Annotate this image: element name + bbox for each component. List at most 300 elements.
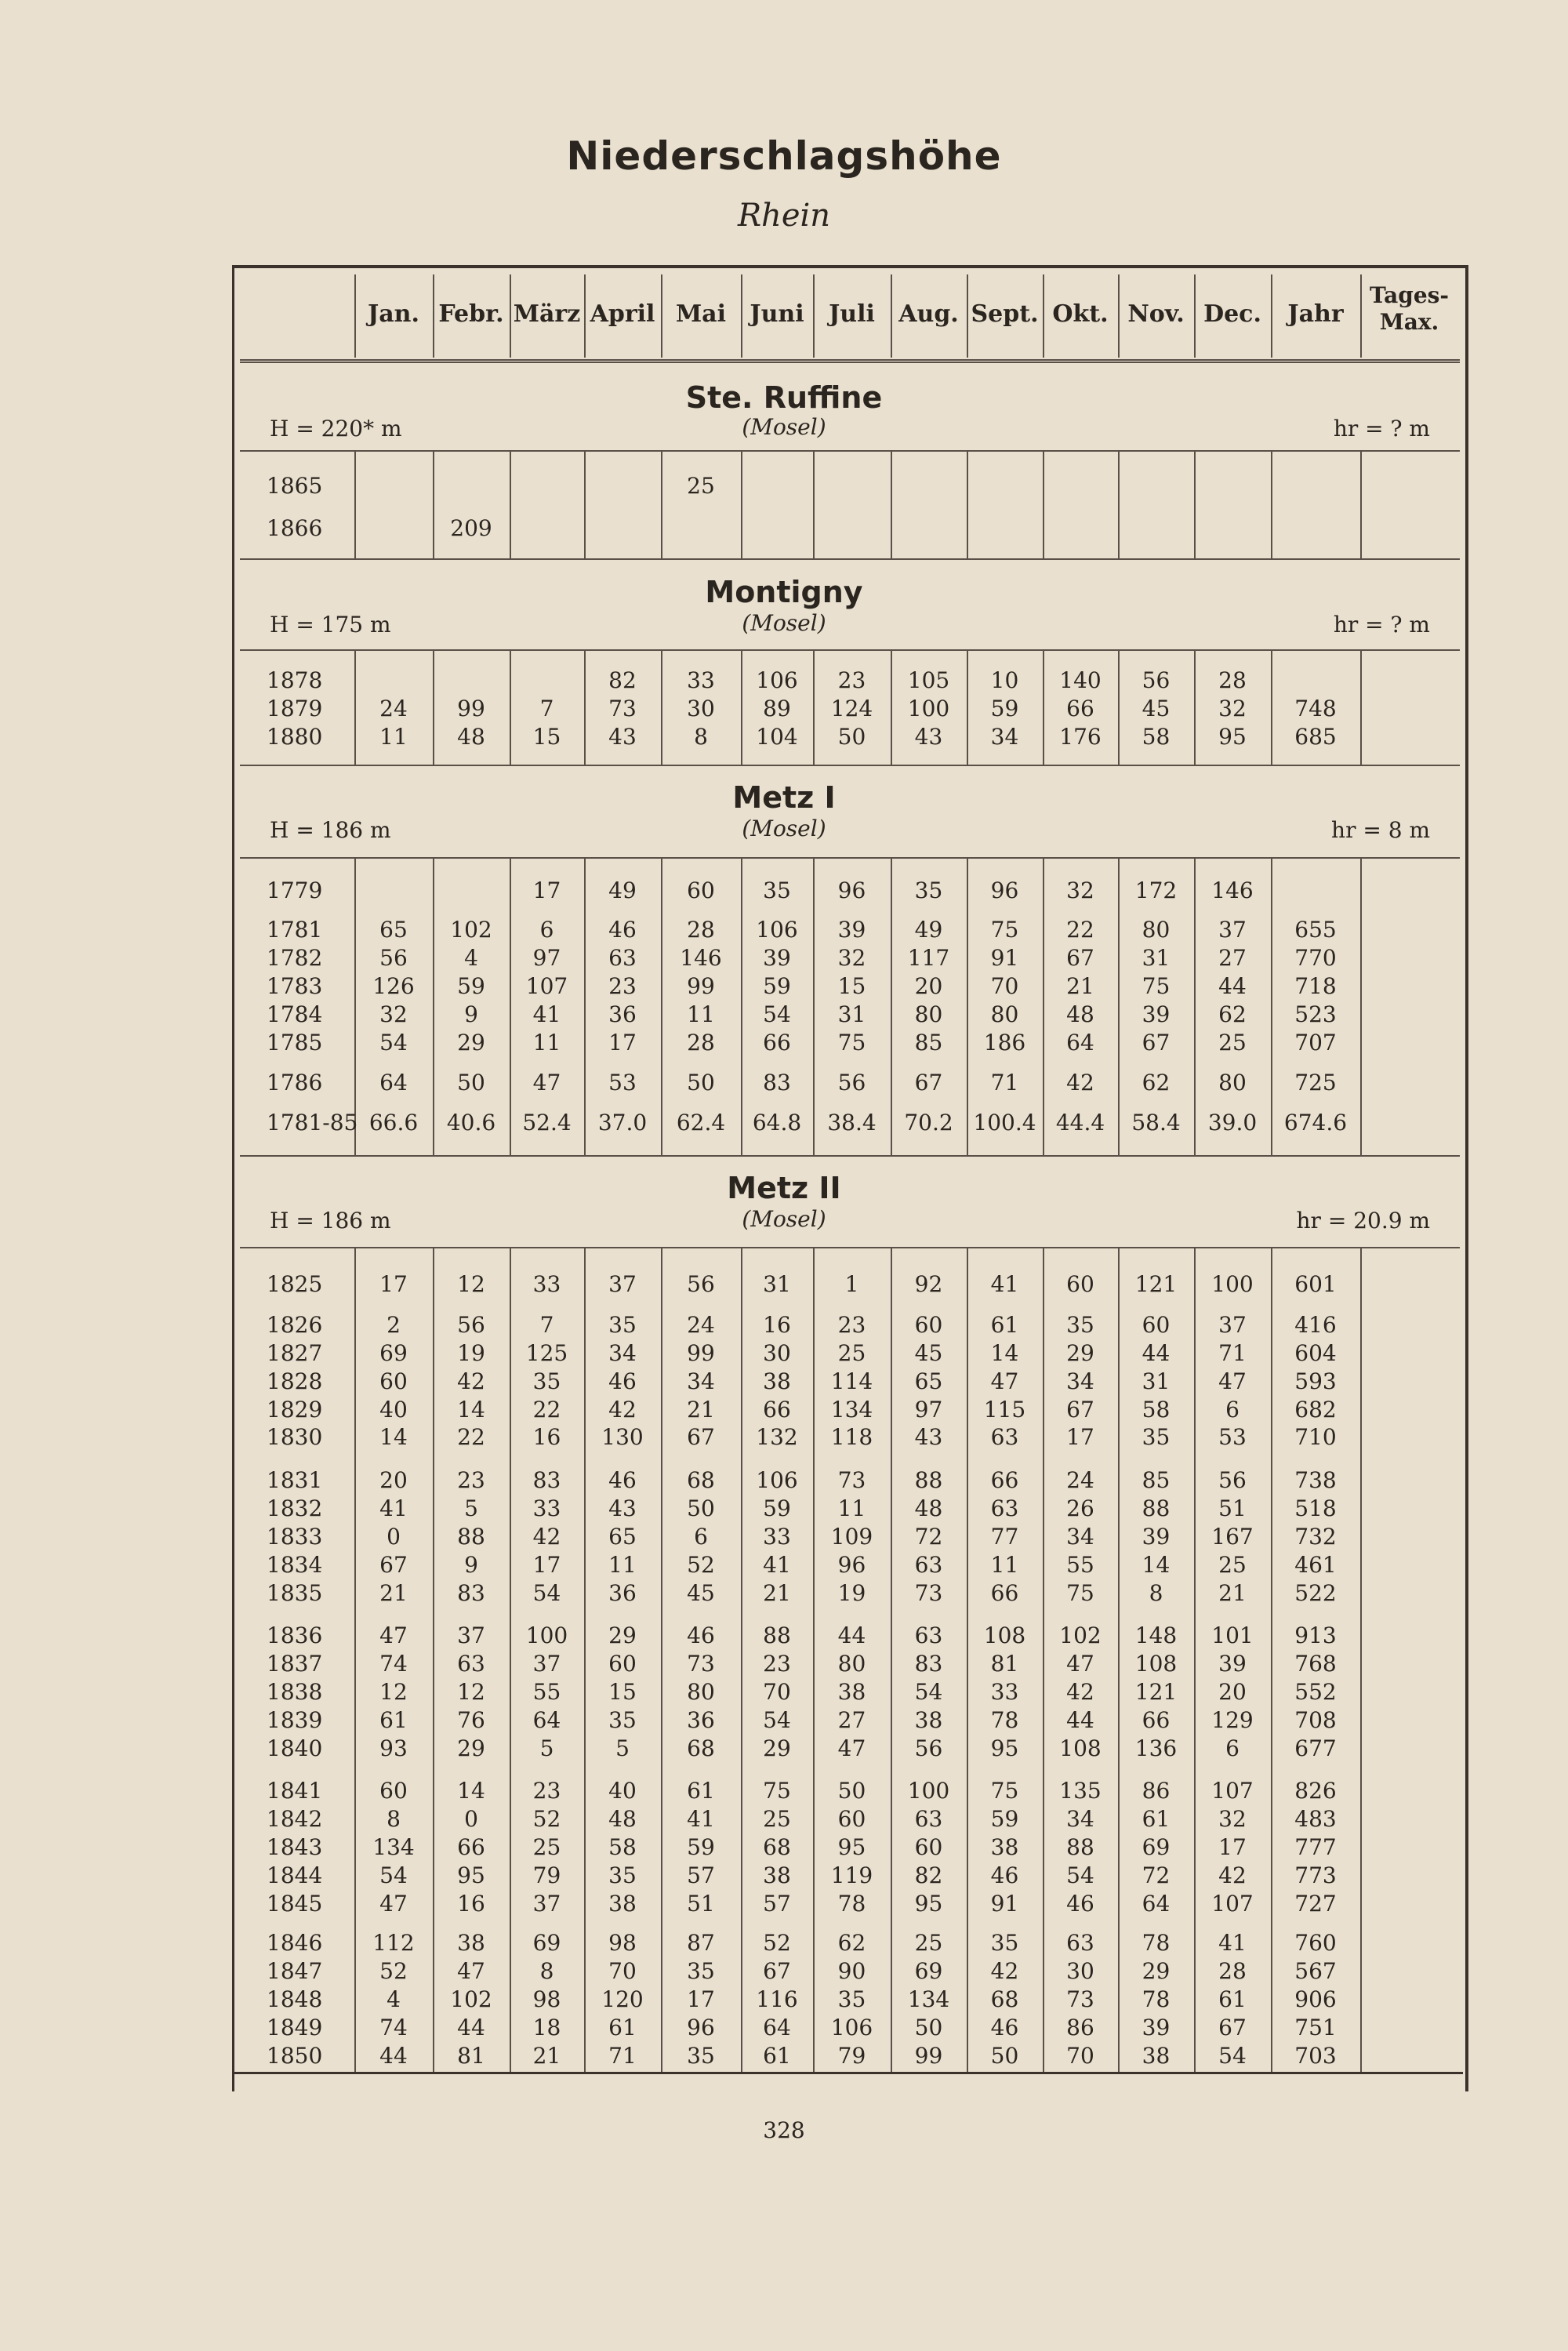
table-row [0,1650,1568,1678]
table-cell: 913 [1294,1622,1337,1648]
table-row [0,1551,1568,1579]
table-cell: 130 [601,1424,644,1450]
table-cell: 11 [837,1495,866,1521]
table-cell: 83 [457,1580,485,1606]
table-cell: 126 [372,973,415,999]
table-cell: 6 [1225,1735,1240,1761]
table-cell: 710 [1294,1424,1337,1450]
table-cell: 37.0 [597,1110,648,1136]
table-cell: 68 [687,1467,715,1493]
table-cell: 72 [1142,1862,1171,1888]
table-cell: 47 [532,1070,561,1096]
table-cell: 57 [687,1862,715,1888]
table-cell: 22 [457,1424,485,1450]
table-cell: 567 [1294,1958,1337,1984]
table-cell: 43 [914,724,943,750]
table-cell: 76 [457,1707,485,1733]
table-cell: 54 [763,1707,791,1733]
table-cell: 67 [379,1552,408,1578]
row-year: 1849 [267,2015,323,2040]
row-year: 1825 [267,1271,323,1297]
table-row [0,695,1568,723]
table-cell: 107 [525,973,568,999]
table-cell: 738 [1294,1467,1337,1493]
row-year: 1846 [267,1930,323,1956]
station-elevation: H = 175 m [270,612,391,638]
row-year: 1784 [267,1001,323,1027]
table-cell: 28 [687,1030,715,1056]
row-year: 1781 [267,917,323,943]
table-cell: 15 [532,724,561,750]
table-cell: 35 [1142,1424,1171,1450]
table-cell: 38 [763,1368,791,1394]
row-year: 1837 [267,1651,323,1677]
table-cell: 37 [532,1651,561,1677]
row-year: 1779 [267,878,323,903]
table-cell: 59 [763,973,791,999]
station-name: Metz II [727,1171,841,1205]
row-year: 1841 [267,1778,323,1804]
table-cell: 11 [532,1030,561,1056]
table-cell: 72 [914,1524,943,1550]
table-cell: 65 [914,1368,943,1394]
table-cell: 25 [837,1340,866,1366]
table-cell: 38 [990,1834,1019,1860]
table-cell: 78 [1142,1986,1171,2012]
table-row [0,1311,1568,1339]
table-cell: 99 [687,1340,715,1366]
table-cell: 44 [457,2015,485,2040]
table-cell: 92 [914,1271,943,1297]
table-cell: 39 [1142,2015,1171,2040]
table-cell: 23 [837,667,866,693]
table-cell: 28 [687,917,715,943]
table-cell: 14 [1142,1552,1171,1578]
table-cell: 42 [532,1524,561,1550]
table-cell: 66 [763,1030,791,1056]
table-cell: 80 [990,1001,1019,1027]
table-cell: 34 [990,724,1019,750]
table-cell: 748 [1294,696,1337,721]
column-rule [967,274,968,358]
table-cell: 53 [608,1070,637,1096]
table-cell: 36 [687,1707,715,1733]
table-cell: 28 [1218,1958,1247,1984]
row-year: 1847 [267,1958,323,1984]
table-cell: 25 [763,1806,791,1832]
table-cell: 8 [694,724,708,750]
column-rule [433,274,434,358]
table-cell: 33 [532,1495,561,1521]
table-cell: 146 [680,945,722,971]
table-cell: 48 [1066,1001,1094,1027]
table-cell: 129 [1211,1707,1254,1733]
table-cell: 100 [907,1778,950,1804]
table-cell: 725 [1294,1070,1337,1096]
table-cell: 39.0 [1207,1110,1258,1136]
table-cell: 80 [837,1651,866,1677]
table-cell: 100 [907,696,950,721]
column-rule [584,274,586,358]
table-row [0,1622,1568,1650]
table-cell: 132 [756,1424,798,1450]
table-row [0,472,1568,500]
table-cell: 10 [990,667,1019,693]
table-cell: 118 [830,1424,873,1450]
table-cell: 71 [990,1070,1019,1096]
station-gauge-height: hr = 20.9 m [1296,1208,1430,1234]
table-cell: 35 [1066,1312,1094,1338]
table-cell: 707 [1294,1030,1337,1056]
table-cell: 46 [990,1862,1019,1888]
table-cell: 20 [914,973,943,999]
table-cell: 41 [532,1001,561,1027]
table-cell: 54 [532,1580,561,1606]
table-cell: 33 [990,1679,1019,1705]
table-cell: 0 [387,1524,401,1550]
column-rule [891,274,892,358]
table-cell: 60 [379,1368,408,1394]
table-cell: 8 [1149,1580,1163,1606]
table-cell: 91 [990,945,1019,971]
table-cell: 29 [763,1735,791,1761]
station-name: Metz I [732,780,836,815]
table-cell: 52 [532,1806,561,1832]
table-cell: 56 [1142,667,1171,693]
table-cell: 56 [914,1735,943,1761]
table-cell: 99 [914,2043,943,2069]
table-row [0,1833,1568,1862]
table-cell: 25 [687,473,715,499]
table-cell: 73 [914,1580,943,1606]
table-cell: 47 [990,1368,1019,1394]
table-cell: 0 [464,1806,478,1832]
table-row [0,2042,1568,2070]
table-cell: 93 [379,1735,408,1761]
table-cell: 74 [379,2015,408,2040]
column-header: Juli [829,300,875,328]
table-cell: 31 [1142,945,1171,971]
row-year: 1827 [267,1340,323,1366]
table-cell: 16 [763,1312,791,1338]
table-cell: 97 [914,1397,943,1423]
row-year: 1785 [267,1030,323,1056]
table-cell: 61 [990,1312,1019,1338]
table-cell: 70 [1066,2043,1094,2069]
table-cell: 47 [379,1622,408,1648]
table-cell: 17 [687,1986,715,2012]
station-elevation: H = 220* m [270,416,402,441]
table-cell: 44 [379,2043,408,2069]
table-cell: 42 [990,1958,1019,1984]
table-cell: 67 [1218,2015,1247,2040]
station-gauge-height: hr = 8 m [1331,817,1430,843]
table-cell: 22 [532,1397,561,1423]
table-cell: 6 [1225,1397,1240,1423]
table-cell: 43 [914,1424,943,1450]
table-cell: 29 [1142,1958,1171,1984]
table-cell: 82 [608,667,637,693]
table-cell: 55 [532,1679,561,1705]
table-cell: 11 [990,1552,1019,1578]
row-year: 1831 [267,1467,323,1493]
table-cell: 38 [457,1930,485,1956]
table-cell: 186 [983,1030,1026,1056]
table-cell: 682 [1294,1397,1337,1423]
table-cell: 14 [457,1778,485,1804]
table-cell: 69 [379,1340,408,1366]
table-cell: 63 [914,1552,943,1578]
table-cell: 44 [1142,1340,1171,1366]
horizontal-rule [240,857,1460,859]
table-cell: 37 [608,1271,637,1297]
table-cell: 99 [687,973,715,999]
table-cell: 52 [687,1552,715,1578]
table-row [0,723,1568,751]
table-cell: 59 [457,973,485,999]
table-cell: 45 [914,1340,943,1366]
table-cell: 80 [1218,1070,1247,1096]
table-cell: 60 [914,1834,943,1860]
table-cell: 116 [756,1986,798,2012]
table-cell: 56 [457,1312,485,1338]
table-cell: 760 [1294,1930,1337,1956]
table-cell: 31 [1142,1368,1171,1394]
table-cell: 75 [990,1778,1019,1804]
table-cell: 80 [1142,917,1171,943]
table-cell: 44 [1066,1707,1094,1733]
table-cell: 56 [837,1070,866,1096]
table-cell: 24 [379,696,408,721]
table-cell: 62 [837,1930,866,1956]
table-cell: 44.4 [1055,1110,1105,1136]
table-cell: 17 [532,878,561,903]
table-cell: 58 [1142,724,1171,750]
table-cell: 37 [1218,917,1247,943]
table-cell: 25 [532,1834,561,1860]
table-cell: 773 [1294,1862,1337,1888]
table-cell: 81 [990,1651,1019,1677]
table-cell: 59 [763,1495,791,1521]
table-cell: 35 [687,2043,715,2069]
table-cell: 106 [830,2015,873,2040]
table-cell: 108 [1134,1651,1178,1677]
table-cell: 95 [837,1834,866,1860]
table-cell: 58.4 [1131,1110,1181,1136]
column-rule [1194,274,1196,358]
table-cell: 42 [1218,1862,1247,1888]
table-cell: 98 [608,1930,637,1956]
table-cell: 78 [837,1891,866,1917]
table-cell: 83 [532,1467,561,1493]
row-year: 1835 [267,1580,323,1606]
table-cell: 42 [457,1368,485,1394]
table-cell: 37 [532,1891,561,1917]
table-cell: 66 [1066,696,1094,721]
table-cell: 75 [837,1030,866,1056]
table-row [0,1986,1568,2014]
table-cell: 52.4 [522,1110,572,1136]
table-row [0,916,1568,944]
column-header: März [513,300,581,328]
row-year: 1843 [267,1834,323,1860]
table-cell: 21 [763,1580,791,1606]
row-year: 1833 [267,1524,323,1550]
table-cell: 17 [608,1030,637,1056]
table-row [0,1339,1568,1368]
row-year: 1783 [267,973,323,999]
table-cell: 34 [1066,1524,1094,1550]
table-cell: 17 [379,1271,408,1297]
table-cell: 124 [830,696,873,721]
table-row [0,1929,1568,1957]
column-header-tages-line2: Max. [1379,309,1439,335]
table-row [0,1579,1568,1608]
table-cell: 33 [687,667,715,693]
row-year: 1836 [267,1622,323,1648]
column-header: Aug. [898,300,959,328]
table-cell: 50 [687,1070,715,1096]
table-row [0,514,1568,543]
row-year: 1879 [267,696,323,721]
table-cell: 34 [608,1340,637,1366]
table-cell: 63 [990,1424,1019,1450]
table-cell: 61 [1218,1986,1247,2012]
station-name: Montigny [705,575,863,609]
table-cell: 66 [763,1397,791,1423]
table-cell: 134 [372,1834,415,1860]
table-cell: 61 [1142,1806,1171,1832]
row-year: 1850 [267,2043,323,2069]
table-cell: 63 [914,1622,943,1648]
table-cell: 96 [837,1552,866,1578]
table-cell: 172 [1134,878,1178,903]
table-cell: 36 [608,1001,637,1027]
table-cell: 593 [1294,1368,1337,1394]
table-cell: 2 [387,1312,401,1338]
station-river: (Mosel) [742,610,826,636]
table-cell: 16 [532,1424,561,1450]
table-cell: 483 [1294,1806,1337,1832]
table-cell: 108 [983,1622,1026,1648]
table-cell: 19 [457,1340,485,1366]
table-cell: 32 [1218,696,1247,721]
table-cell: 11 [379,724,408,750]
table-cell: 40.6 [446,1110,496,1136]
station-river: (Mosel) [742,816,826,841]
table-cell: 38 [837,1679,866,1705]
table-cell: 102 [450,917,492,943]
table-cell: 61 [608,2015,637,2040]
table-cell: 5 [615,1735,630,1761]
table-cell: 59 [990,1806,1019,1832]
table-cell: 32 [379,1001,408,1027]
table-cell: 40 [608,1778,637,1804]
table-cell: 17 [1218,1834,1247,1860]
table-cell: 54 [379,1862,408,1888]
table-row [0,1862,1568,1890]
table-cell: 6 [694,1524,708,1550]
column-rule [1043,274,1044,358]
column-header: Jahr [1287,300,1344,328]
table-cell: 60 [914,1312,943,1338]
table-cell: 48 [457,724,485,750]
table-cell: 46 [687,1622,715,1648]
table-cell: 79 [837,2043,866,2069]
row-year: 1842 [267,1806,323,1832]
table-cell: 21 [1218,1580,1247,1606]
table-cell: 38.4 [827,1110,877,1136]
table-cell: 17 [532,1552,561,1578]
table-cell: 677 [1294,1735,1337,1761]
table-cell: 42 [1066,1070,1094,1096]
table-cell: 4 [464,945,478,971]
table-cell: 56 [379,945,408,971]
row-year: 1832 [267,1495,323,1521]
table-cell: 47 [379,1891,408,1917]
table-cell: 39 [1142,1524,1171,1550]
table-cell: 65 [608,1524,637,1550]
table-cell: 34 [1066,1368,1094,1394]
table-cell: 47 [837,1735,866,1761]
table-cell: 770 [1294,945,1337,971]
table-cell: 60 [837,1806,866,1832]
table-cell: 86 [1066,2015,1094,2040]
table-cell: 55 [1066,1552,1094,1578]
table-cell: 23 [608,973,637,999]
table-cell: 65 [379,917,408,943]
table-row [0,1495,1568,1523]
table-cell: 64 [379,1070,408,1096]
column-rule [1118,274,1120,358]
table-cell: 119 [830,1862,873,1888]
column-header-tages-line1: Tages- [1369,282,1450,308]
table-cell: 27 [1218,945,1247,971]
table-cell: 11 [687,1001,715,1027]
table-cell: 601 [1294,1271,1337,1297]
table-cell: 121 [1134,1271,1178,1297]
table-cell: 87 [687,1930,715,1956]
table-cell: 68 [687,1735,715,1761]
table-cell: 18 [532,2015,561,2040]
table-cell: 64 [763,2015,791,2040]
table-cell: 518 [1294,1495,1337,1521]
table-cell: 135 [1059,1778,1102,1804]
table-cell: 37 [1218,1312,1247,1338]
table-cell: 655 [1294,917,1337,943]
table-cell: 58 [1142,1397,1171,1423]
table-cell: 8 [539,1958,554,1984]
table-cell: 45 [1142,696,1171,721]
table-cell: 88 [763,1622,791,1648]
table-cell: 552 [1294,1679,1337,1705]
table-cell: 48 [608,1806,637,1832]
table-cell: 85 [1142,1467,1171,1493]
station-river: (Mosel) [742,1206,826,1232]
table-cell: 35 [532,1368,561,1394]
row-year: 1834 [267,1552,323,1578]
column-rule [1360,274,1362,358]
table-cell: 88 [1066,1834,1094,1860]
table-cell: 46 [608,917,637,943]
table-cell: 21 [1066,973,1094,999]
table-cell: 25 [1218,1552,1247,1578]
table-row [0,1109,1568,1137]
column-header: Juni [750,300,804,328]
table-cell: 35 [608,1707,637,1733]
table-cell: 37 [457,1622,485,1648]
table-cell: 29 [457,1735,485,1761]
